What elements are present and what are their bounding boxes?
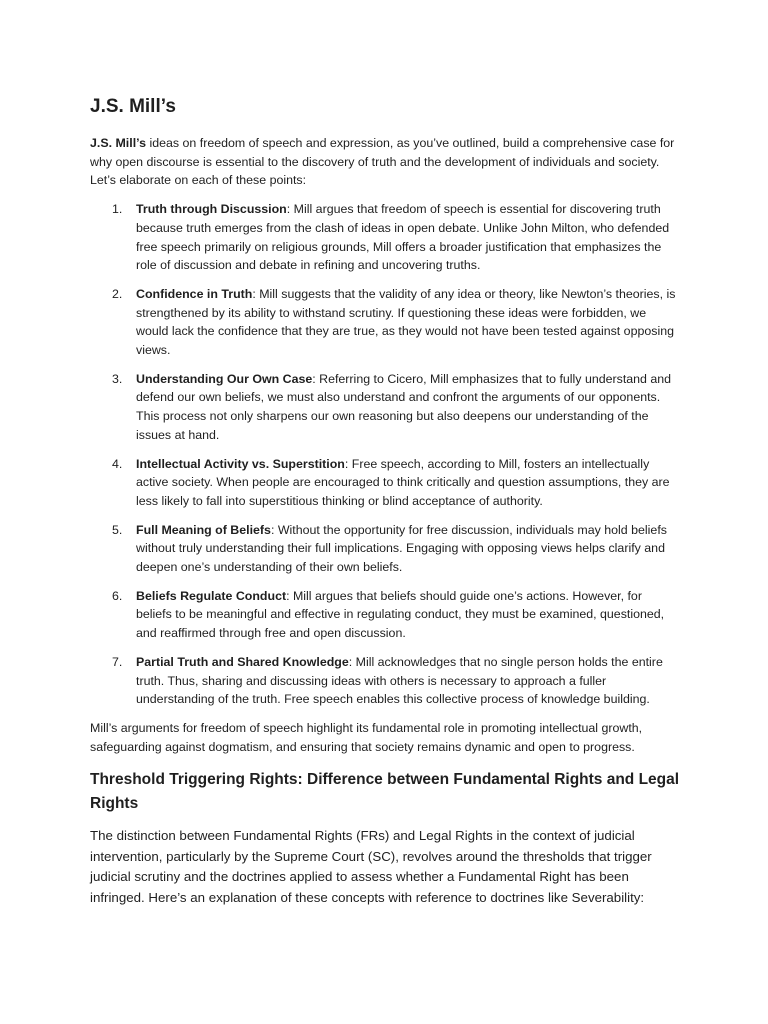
section-heading: Threshold Triggering Rights: Difference between Fundamental Rights and Legal Rights bbox=[90, 771, 680, 813]
list-item-number: 6. bbox=[112, 588, 123, 603]
list-item-number: 1. bbox=[112, 202, 123, 217]
list-item-text: : Mill argues that freedom of speech is essential for discovering truth because truth emerges from the clash of ideas in open debate. Unlike John Milton, who defended free speech primarily on religious grounds, Mill offers a broader justification that emphasizes the role of discussion and debate in refining and uncovering truths. bbox=[136, 202, 670, 273]
list-item-number: 4. bbox=[112, 456, 123, 471]
list-item-term: Intellectual Activity vs. Superstition bbox=[136, 456, 345, 471]
list-item-number: 3. bbox=[112, 371, 123, 386]
list-item-term: Beliefs Regulate Conduct bbox=[136, 588, 287, 603]
list-item-term: Full Meaning of Beliefs bbox=[136, 522, 271, 537]
list-item-term: Confidence in Truth bbox=[136, 286, 253, 301]
list-item-text: : Without the opportunity for free discussion, individuals may hold beliefs without truly understanding their full implications. Engaging with opposing views helps clarify and deepen one’s understanding of their own beliefs. bbox=[136, 522, 667, 575]
intro-text: ideas on freedom of speech and expression, as you’ve outlined, build a comprehensive case for why open discourse is essential to the discovery of truth and the development of individuals and society. Let’s elaborate on each of these points: bbox=[90, 136, 675, 188]
list-item-term: Truth through Discussion bbox=[136, 202, 287, 217]
points-list bbox=[90, 200, 680, 709]
list-item-text: : Referring to Cicero, Mill emphasizes that to fully understand and defend our own beliefs, we must also understand and confront the arguments of our opponents. This process not only sharpens our own reasoning but also deepens our understanding of the issues at hand. bbox=[136, 371, 672, 442]
list-item-number: 7. bbox=[112, 654, 123, 669]
section-body: The distinction between Fundamental Rights (FRs) and Legal Rights in the context of judicial intervention, particularly by the Supreme Court (SC), revolves around the thresholds that trigger judicial scrutiny and the doctrines applied to assess whether a Fundamental Right has been infringed. Here’s an explanation of these concepts with reference to doctrines like Severability: bbox=[90, 828, 652, 905]
conclusion-paragraph: Mill’s arguments for freedom of speech highlight its fundamental role in promoting intellectual growth, safeguarding against dogmatism, and ensuring that society remains dynamic and open to progress. bbox=[90, 720, 643, 754]
list-item-number: 2. bbox=[112, 286, 123, 301]
intro-lead: J.S. Mill’s bbox=[90, 136, 147, 150]
document-title: J.S. Mill’s bbox=[90, 96, 176, 117]
list-item bbox=[90, 455, 680, 511]
intro-paragraph bbox=[90, 134, 680, 190]
list-item-text: : Mill acknowledges that no single person holds the entire truth. Thus, sharing and discussing ideas with others is necessary to approach a fuller understanding of the truth. Free speech enables this collective process of knowledge building. bbox=[136, 654, 663, 707]
list-item-number: 5. bbox=[112, 522, 123, 537]
list-item bbox=[90, 370, 680, 445]
list-item bbox=[90, 200, 680, 275]
list-item bbox=[90, 285, 680, 360]
list-item-text: : Mill suggests that the validity of any idea or theory, like Newton’s theories, is strengthened by its ability to withstand scrutiny. If questioning these ideas were forbidden, we would lack the confidence that they are true, as they would not have been tested against opposing views. bbox=[136, 286, 676, 358]
list-item bbox=[90, 587, 680, 643]
list-item-term: Partial Truth and Shared Knowledge bbox=[136, 654, 349, 669]
list-item bbox=[90, 653, 680, 709]
list-item-text: : Mill argues that beliefs should guide one’s actions. However, for beliefs to be meaningful and effective in regulating conduct, they must be examined, questioned, and reaffirmed through free and open discussion. bbox=[136, 588, 665, 641]
list-item-text: : Free speech, according to Mill, fosters an intellectually active society. When people are encouraged to think critically and question assumptions, they are less likely to fall into superstitious thinking or blind acceptance of authority. bbox=[136, 456, 670, 508]
list-item bbox=[90, 521, 680, 577]
list-item-term: Understanding Our Own Case bbox=[136, 371, 313, 386]
